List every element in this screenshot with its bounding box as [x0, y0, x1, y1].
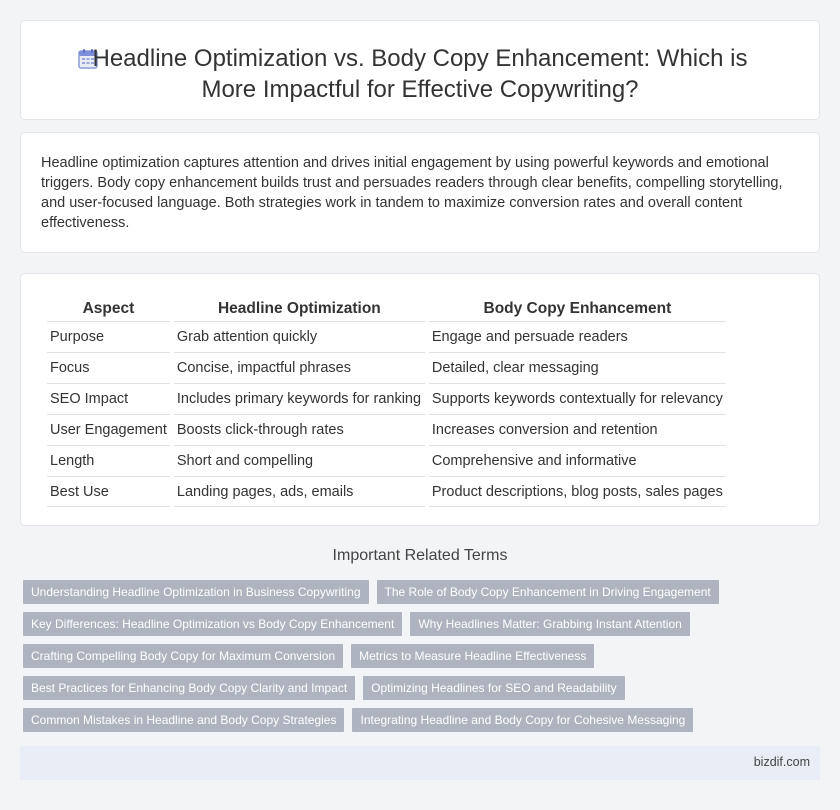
- intro-paragraph: Headline optimization captures attention and drives initial engagement by using powerful keywords and emotional triggers. Body copy enhancement builds trust and persuades readers through clear benefits, compelling storytelling, and user-focused language. Both strategies work in tandem to maximize conversion rates and overall content effectiveness.: [41, 155, 783, 231]
- table-cell: Best Use: [47, 476, 170, 507]
- comparison-card: [20, 273, 820, 526]
- table-cell: Length: [47, 445, 170, 476]
- related-term-link[interactable]: Metrics to Measure Headline Effectiveness: [351, 644, 594, 668]
- site-link[interactable]: bizdif.com: [753, 755, 810, 769]
- related-term-link[interactable]: Crafting Compelling Body Copy for Maximum Conversion: [23, 644, 343, 668]
- table-row: [47, 383, 726, 414]
- related-term-link[interactable]: Key Differences: Headline Optimization vs Body Copy Enhancement: [23, 612, 402, 636]
- table-row: [47, 414, 726, 445]
- comparison-table: [43, 293, 730, 507]
- table-row: [47, 321, 726, 352]
- related-term-link[interactable]: The Role of Body Copy Enhancement in Driving Engagement: [377, 580, 719, 604]
- related-term-link[interactable]: Understanding Headline Optimization in Business Copywriting: [23, 580, 369, 604]
- tag-row: [23, 580, 719, 604]
- table-cell: Includes primary keywords for ranking: [174, 383, 425, 414]
- page-title: [21, 43, 819, 105]
- intro-card: [20, 132, 820, 253]
- table-cell: Purpose: [47, 321, 170, 352]
- related-term-link[interactable]: Optimizing Headlines for SEO and Readability: [363, 676, 624, 700]
- table-cell: Boosts click-through rates: [174, 414, 425, 445]
- table-header-row: [47, 293, 726, 321]
- related-term-link[interactable]: Best Practices for Enhancing Body Copy Clarity and Impact: [23, 676, 355, 700]
- column-header-headline: Headline Optimization: [217, 300, 381, 317]
- related-term-link[interactable]: Integrating Headline and Body Copy for Cohesive Messaging: [352, 708, 693, 732]
- table-cell: Product descriptions, blog posts, sales pages: [429, 476, 726, 507]
- related-terms-heading: Important Related Terms: [332, 547, 508, 564]
- related-term-link[interactable]: Common Mistakes in Headline and Body Copy Strategies: [23, 708, 344, 732]
- table-row: [47, 445, 726, 476]
- related-term-link[interactable]: Why Headlines Matter: Grabbing Instant Attention: [410, 612, 689, 636]
- table-cell: Increases conversion and retention: [429, 414, 726, 445]
- table-cell: Short and compelling: [174, 445, 425, 476]
- table-cell: Grab attention quickly: [174, 321, 425, 352]
- tag-row: [23, 676, 625, 700]
- page-title-line-2: More Impactful for Effective Copywriting?: [201, 76, 639, 103]
- table-cell: Landing pages, ads, emails: [174, 476, 425, 507]
- table-cell: Concise, impactful phrases: [174, 352, 425, 383]
- column-header-body-copy: Body Copy Enhancement: [483, 300, 672, 317]
- title-card: [20, 20, 820, 120]
- footer: [20, 746, 820, 780]
- table-cell: Detailed, clear messaging: [429, 352, 726, 383]
- tag-row: [23, 708, 693, 732]
- table-row: [47, 352, 726, 383]
- table-cell: SEO Impact: [47, 383, 170, 414]
- table-cell: Comprehensive and informative: [429, 445, 726, 476]
- column-header-aspect: Aspect: [82, 300, 135, 317]
- table-cell: Supports keywords contextually for relevancy: [429, 383, 726, 414]
- table-cell: Engage and persuade readers: [429, 321, 726, 352]
- table-cell: Focus: [47, 352, 170, 383]
- table-row: [47, 476, 726, 507]
- page-title-line-1: Headline Optimization vs. Body Copy Enhancement: Which is: [92, 45, 748, 72]
- tag-row: [23, 644, 594, 668]
- tag-row: [23, 612, 690, 636]
- table-cell: User Engagement: [47, 414, 170, 445]
